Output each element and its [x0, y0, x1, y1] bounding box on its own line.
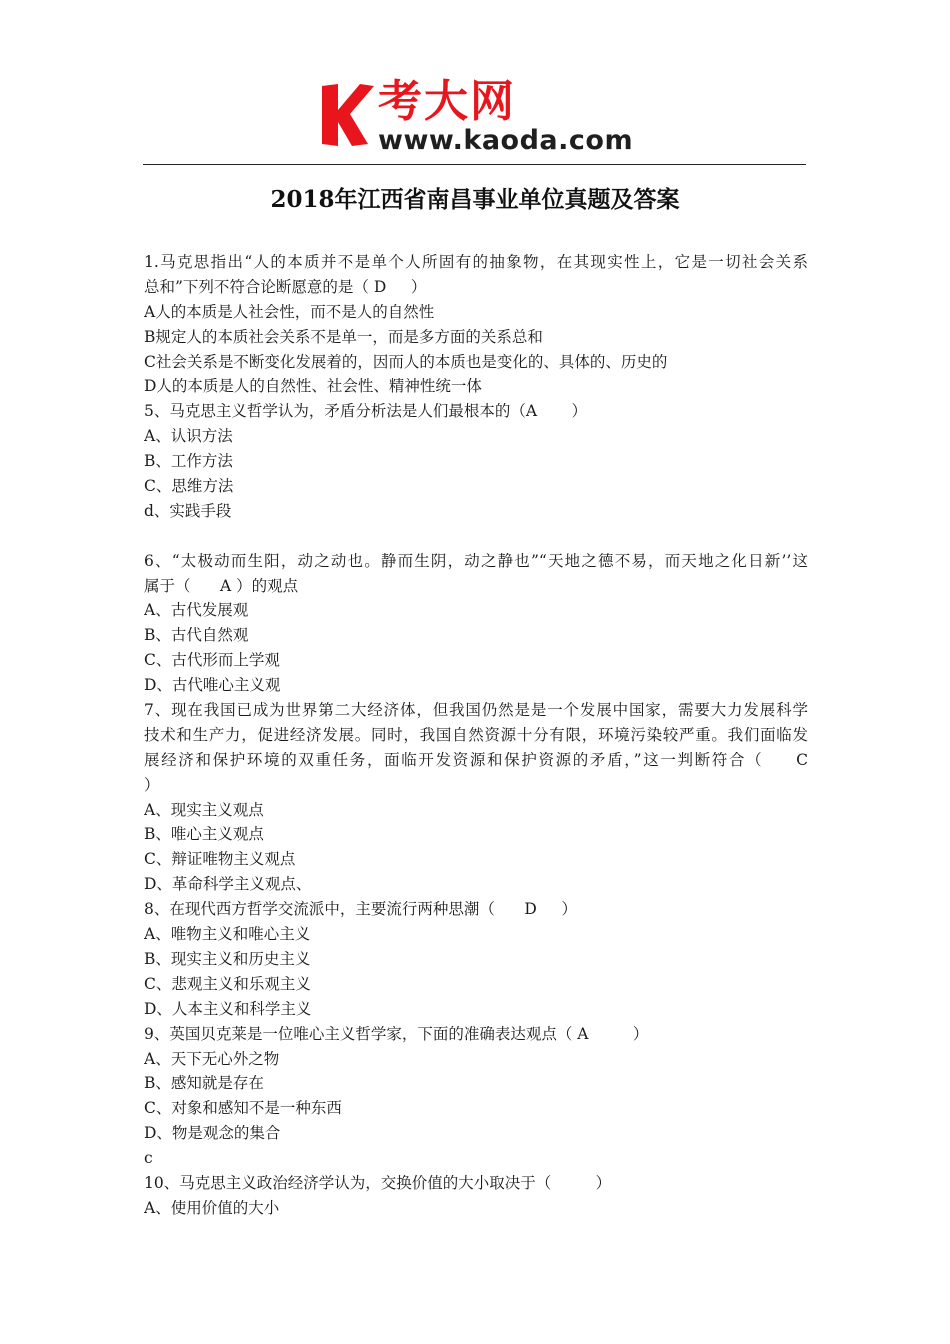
- page-title: 2018年江西省南昌事业单位真题及答案: [270, 186, 680, 213]
- text-line: 展经济和保护环境的双重任务，面临开发资源和保护资源的矛盾，”这一判断符合（ C: [144, 750, 808, 769]
- text-line: 总和”下列不符合论断愿意的是（ D ）: [144, 277, 427, 296]
- text-line: B、工作方法: [144, 452, 233, 471]
- text-line: 属于（ A ）的观点: [144, 576, 299, 595]
- text-line: D、人本主义和科学主义: [144, 999, 312, 1018]
- text-line: C社会关系是不断变化发展着的，因而人的本质也是变化的、具体的、历史的: [144, 352, 668, 371]
- text-line: D、古代唯心主义观: [144, 676, 281, 695]
- text-line: 6、“太极动而生阳，动之动也。静而生阴，动之静也”“天地之德不易，而天地之化日新’’这: [144, 551, 808, 570]
- text-line: 10、马克思主义政治经济学认为，交换价值的大小取决于（ ）: [144, 1173, 612, 1192]
- header-divider: [143, 164, 806, 165]
- text-line: C、古代形而上学观: [144, 651, 280, 670]
- text-line: 5、马克思主义哲学认为，矛盾分析法是人们最根本的（A ）: [144, 402, 588, 421]
- text-line: B、现实主义和历史主义: [144, 949, 311, 968]
- text-line: B、古代自然观: [144, 626, 249, 645]
- question-body: [144, 250, 808, 1221]
- logo-url: www.kaoda.com: [378, 125, 634, 156]
- text-line: A、现实主义观点: [144, 800, 264, 819]
- text-line: A、古代发展观: [144, 601, 249, 620]
- blank-line: [144, 524, 808, 549]
- text-line: D人的本质是人的自然性、社会性、精神性统一体: [144, 377, 482, 396]
- text-line: C、悲观主义和乐观主义: [144, 974, 311, 993]
- text-line: 8、在现代西方哲学交流派中，主要流行两种思潮（ D ）: [144, 900, 577, 919]
- text-line: D、革命科学主义观点、: [144, 875, 312, 894]
- text-line: 技术和生产力，促进经济发展。同时，我国自然资源十分有限，环境污染较严重。我们面临发: [144, 725, 808, 744]
- text-line: D、物是观念的集合: [144, 1124, 281, 1143]
- text-line: B、感知就是存在: [144, 1074, 264, 1093]
- logo-text: 考大网: [378, 76, 516, 127]
- text-line: ）: [144, 775, 160, 794]
- text-line: C、辩证唯物主义观点: [144, 850, 296, 869]
- k-logo-icon: [316, 80, 376, 150]
- text-line: B规定人的本质社会关系不是单一，而是多方面的关系总和: [144, 327, 543, 346]
- text-line: A、唯物主义和唯心主义: [144, 925, 311, 944]
- text-line: A、认识方法: [144, 427, 233, 446]
- text-line: 7、现在我国已成为世界第二大经济体，但我国仍然是是一个发展中国家，需要大力发展科学: [144, 701, 808, 720]
- text-line: C、思维方法: [144, 477, 234, 496]
- text-line: 1.马克思指出“人的本质并不是单个人所固有的抽象物，在其现实性上，它是一切社会关系: [144, 253, 808, 271]
- text-line: B、唯心主义观点: [144, 825, 264, 844]
- text-line: C、对象和感知不是一种东西: [144, 1099, 342, 1118]
- site-logo: [316, 78, 646, 160]
- text-line: A、天下无心外之物: [144, 1049, 280, 1068]
- text-line: d、实践手段: [144, 501, 232, 520]
- text-line: A、使用价值的大小: [144, 1198, 280, 1217]
- text-line: A人的本质是人社会性，而不是人的自然性: [144, 302, 435, 321]
- text-line: c: [144, 1149, 153, 1168]
- text-line: 9、英国贝克莱是一位唯心主义哲学家，下面的准确表达观点（ A ）: [144, 1024, 649, 1043]
